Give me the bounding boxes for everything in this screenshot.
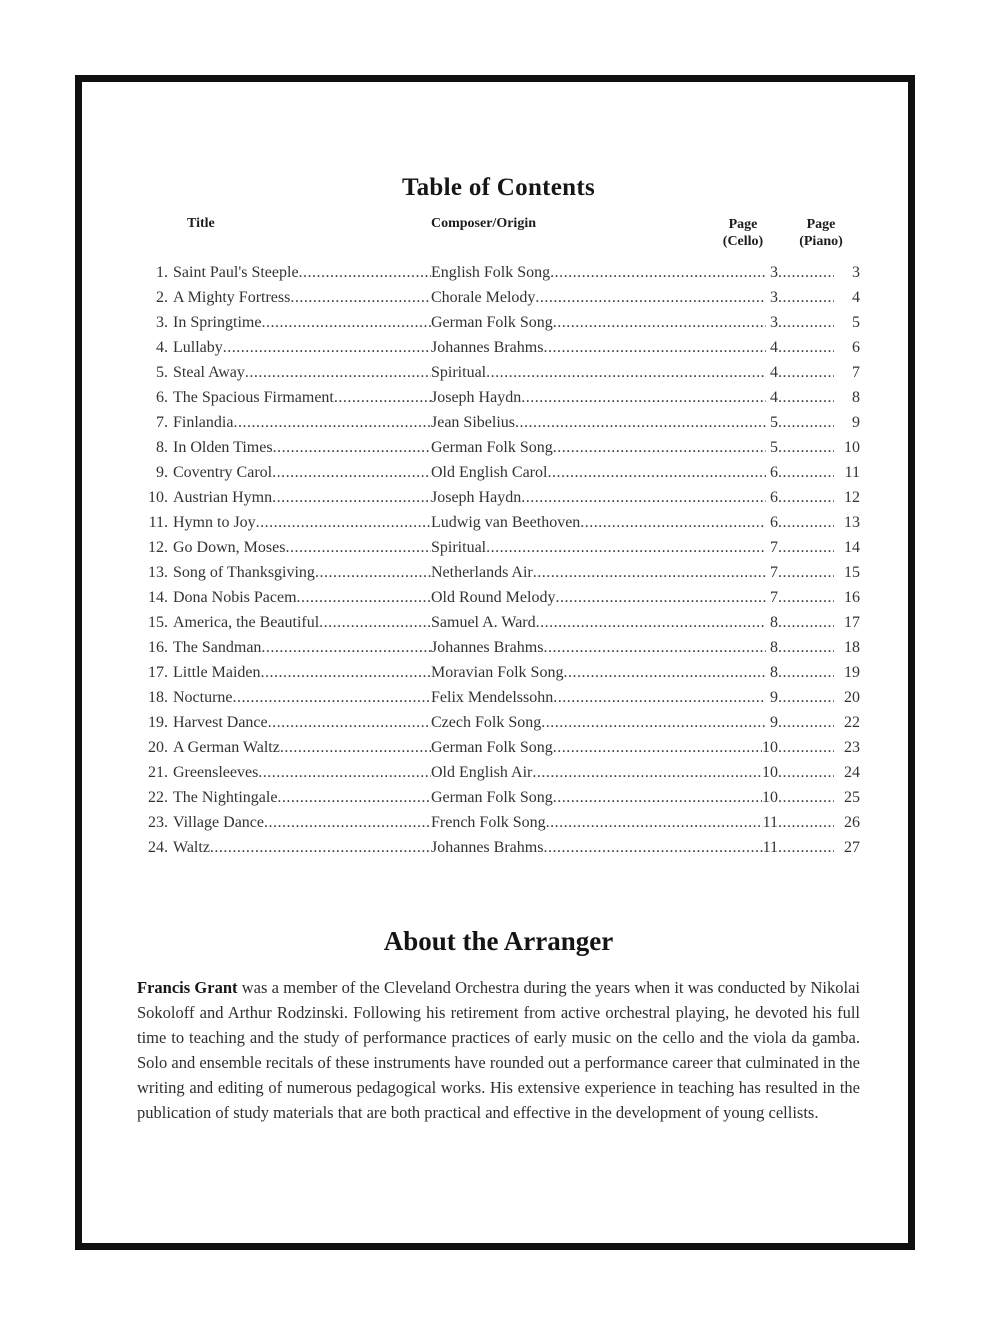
entry-composer: German Folk Song <box>431 789 553 806</box>
toc-entry-row <box>137 485 860 510</box>
entry-number: 3. <box>156 314 168 331</box>
dot-leader <box>258 760 431 785</box>
entry-page-piano: 16 <box>844 589 860 606</box>
entry-title: Nocturne <box>173 689 233 706</box>
toc-entry-row <box>137 735 860 760</box>
entry-number: 19. <box>148 714 168 731</box>
entry-page-cello: 4 <box>770 339 778 356</box>
entry-number: 8. <box>156 439 168 456</box>
column-header-title: Title <box>187 216 215 231</box>
entry-number: 7. <box>156 414 168 431</box>
toc-entry-row <box>137 460 860 485</box>
entry-title: Waltz <box>173 839 210 856</box>
entry-composer: Samuel A. Ward <box>431 614 536 631</box>
entry-title-cell <box>173 810 431 835</box>
dot-leader <box>553 435 766 460</box>
entry-title: Saint Paul's Steeple <box>173 264 299 281</box>
dot-leader <box>778 710 834 735</box>
dot-leader <box>486 360 766 385</box>
column-header-page-piano <box>782 216 860 250</box>
entry-page-piano: 23 <box>844 739 860 756</box>
entry-page-piano: 18 <box>844 639 860 656</box>
entry-composer: Moravian Folk Song <box>431 664 564 681</box>
dot-leader <box>285 535 431 560</box>
toc-entry-row <box>137 260 860 285</box>
entry-composer-cell <box>431 460 766 485</box>
dot-leader <box>272 485 431 510</box>
toc-entry-row <box>137 560 860 585</box>
toc-entry-row <box>137 685 860 710</box>
dot-leader <box>515 410 766 435</box>
dot-leader <box>778 735 834 760</box>
page-border-frame <box>75 75 915 1250</box>
entry-number: 12. <box>148 539 168 556</box>
entry-title-cell <box>173 785 431 810</box>
entry-page-cello: 7 <box>770 539 778 556</box>
entry-title-cell <box>173 310 431 335</box>
entry-page-cello: 9 <box>770 689 778 706</box>
dot-leader <box>580 510 766 535</box>
entry-composer: German Folk Song <box>431 314 553 331</box>
dot-leader <box>315 560 431 585</box>
entry-composer: Joseph Haydn <box>431 489 522 506</box>
dot-leader <box>778 535 834 560</box>
dot-leader <box>210 835 431 860</box>
entry-composer-cell <box>431 810 763 835</box>
entry-composer-cell <box>431 685 766 710</box>
dot-leader <box>546 810 763 835</box>
entry-page-cello: 8 <box>770 664 778 681</box>
entry-composer: Chorale Melody <box>431 289 536 306</box>
entry-title: Greensleeves <box>173 764 259 781</box>
dot-leader <box>486 535 766 560</box>
entry-composer: Johannes Brahms <box>431 839 544 856</box>
dot-leader <box>778 285 834 310</box>
dot-leader <box>264 810 431 835</box>
dot-leader <box>280 735 431 760</box>
toc-entry-row <box>137 310 860 335</box>
entry-page-cello: 6 <box>770 489 778 506</box>
entry-title: The Spacious Firmament <box>173 389 334 406</box>
entry-page-piano: 20 <box>844 689 860 706</box>
dot-leader <box>553 310 766 335</box>
about-body-text: was a member of the Cleveland Orchestra during the years when it was conducted by Nikolai Sokoloff and Arthur Rodzinski. Following his retirement from active orchestral playing, he devoted his full time to teaching and the study of performance practices of early music on the cello and the viola da gamba. Solo and ensemble recitals of these instruments have rounded out a performance career that culminated in the writing and editing of numerous pedagogical works. His extensive experience in teaching has resulted in the publication of study materials that are both practical and effective in the development of young cellists. <box>137 978 860 1122</box>
entry-number: 17. <box>148 664 168 681</box>
entry-page-piano: 7 <box>852 364 860 381</box>
column-header-page-cello <box>704 216 782 250</box>
dot-leader <box>778 560 834 585</box>
entry-page-piano: 12 <box>844 489 860 506</box>
entry-number: 14. <box>148 589 168 606</box>
dot-leader <box>299 260 431 285</box>
entry-composer: Johannes Brahms <box>431 639 544 656</box>
entry-title-cell <box>173 585 431 610</box>
toc-entry-row <box>137 535 860 560</box>
dot-leader <box>778 385 834 410</box>
dot-leader <box>261 310 431 335</box>
page-piano-label-bottom: (Piano) <box>799 234 843 249</box>
entry-page-piano: 13 <box>844 514 860 531</box>
dot-leader <box>272 460 431 485</box>
entry-title: Village Dance <box>173 814 264 831</box>
entry-number: 23. <box>148 814 168 831</box>
dot-leader <box>290 285 431 310</box>
entry-composer: Old English Air <box>431 764 533 781</box>
entry-number: 15. <box>148 614 168 631</box>
entry-composer-cell <box>431 585 766 610</box>
entry-composer: Ludwig van Beethoven <box>431 514 581 531</box>
entry-title-cell <box>173 760 431 785</box>
dot-leader <box>778 635 834 660</box>
entry-number: 1. <box>156 264 168 281</box>
entry-page-piano: 27 <box>844 839 860 856</box>
arranger-name: Francis Grant <box>137 978 238 997</box>
entry-number: 21. <box>148 764 168 781</box>
dot-leader <box>261 635 431 660</box>
entry-composer-cell <box>431 435 766 460</box>
entry-title-cell <box>173 435 431 460</box>
entry-page-piano: 14 <box>844 539 860 556</box>
entry-title: Song of Thanksgiving <box>173 564 315 581</box>
entry-composer-cell <box>431 660 766 685</box>
entry-title: Hymn to Joy <box>173 514 256 531</box>
toc-entry-row <box>137 810 860 835</box>
entry-title-cell <box>173 835 431 860</box>
entry-composer-cell <box>431 410 766 435</box>
toc-entry-row <box>137 335 860 360</box>
entry-title: Dona Nobis Pacem <box>173 589 297 606</box>
entry-page-piano: 11 <box>844 464 860 481</box>
entry-title: Lullaby <box>173 339 223 356</box>
toc-entry-row <box>137 660 860 685</box>
entry-composer: Old English Carol <box>431 464 548 481</box>
entry-page-cello: 3 <box>770 289 778 306</box>
page-piano-label-top: Page <box>806 217 836 232</box>
toc-entry-row <box>137 410 860 435</box>
entry-composer-cell <box>431 285 766 310</box>
dot-leader <box>778 660 834 685</box>
entry-composer: Czech Folk Song <box>431 714 542 731</box>
column-header-composer: Composer/Origin <box>431 216 536 231</box>
entry-composer-cell <box>431 510 766 535</box>
entry-title: A German Waltz <box>173 739 280 756</box>
entry-title: Coventry Carol <box>173 464 273 481</box>
entry-composer-cell <box>431 335 766 360</box>
entry-number: 6. <box>156 389 168 406</box>
entry-title: America, the Beautiful <box>173 614 320 631</box>
entry-number: 4. <box>156 339 168 356</box>
toc-entry-row <box>137 835 860 860</box>
page-cello-label-bottom: (Cello) <box>722 234 764 249</box>
dot-leader <box>778 260 834 285</box>
toc-title: Table of Contents <box>401 174 596 201</box>
entry-page-piano: 22 <box>844 714 860 731</box>
dot-leader <box>319 610 431 635</box>
entry-page-cello: 10 <box>762 789 778 806</box>
entry-page-piano: 17 <box>844 614 860 631</box>
dot-leader <box>778 610 834 635</box>
entry-composer-cell <box>431 735 762 760</box>
entry-title: Go Down, Moses <box>173 539 286 556</box>
entry-number: 16. <box>148 639 168 656</box>
dot-leader <box>536 610 766 635</box>
dot-leader <box>256 510 431 535</box>
entry-page-cello: 8 <box>770 614 778 631</box>
entry-title-cell <box>173 260 431 285</box>
toc-entry-row <box>137 285 860 310</box>
entry-page-cello: 4 <box>770 389 778 406</box>
entry-title-cell <box>173 735 431 760</box>
dot-leader <box>233 410 431 435</box>
entry-composer-cell <box>431 485 766 510</box>
entry-composer: Joseph Haydn <box>431 389 522 406</box>
entry-title-cell <box>173 460 431 485</box>
entry-title-cell <box>173 360 431 385</box>
entry-composer-cell <box>431 360 766 385</box>
dot-leader <box>563 660 766 685</box>
dot-leader <box>778 785 834 810</box>
dot-leader <box>778 585 834 610</box>
entry-composer-cell <box>431 785 762 810</box>
entry-composer: French Folk Song <box>431 814 546 831</box>
dot-leader <box>553 735 762 760</box>
dot-leader <box>778 810 834 835</box>
toc-entry-row <box>137 785 860 810</box>
entry-number: 20. <box>148 739 168 756</box>
entry-title: A Mighty Fortress <box>173 289 291 306</box>
entry-title-cell <box>173 710 431 735</box>
dot-leader <box>778 310 834 335</box>
dot-leader <box>261 660 431 685</box>
toc-column-headers <box>137 216 860 250</box>
entry-number: 13. <box>148 564 168 581</box>
entry-composer-cell <box>431 760 762 785</box>
entry-page-cello: 9 <box>770 714 778 731</box>
entry-composer-cell <box>431 535 766 560</box>
entry-title: Steal Away <box>173 364 245 381</box>
entry-page-piano: 24 <box>844 764 860 781</box>
entry-number: 24. <box>148 839 168 856</box>
entry-title: In Springtime <box>173 314 262 331</box>
entry-title-cell <box>173 535 431 560</box>
page-content <box>82 82 908 1125</box>
entry-composer: Spiritual <box>431 539 487 556</box>
dot-leader <box>543 635 766 660</box>
entry-page-cello: 8 <box>770 639 778 656</box>
entry-page-piano: 8 <box>852 389 860 406</box>
entry-page-cello: 7 <box>770 564 778 581</box>
dot-leader <box>245 360 431 385</box>
entry-title-cell <box>173 685 431 710</box>
entry-title-cell <box>173 410 431 435</box>
entry-title: Little Maiden <box>173 664 261 681</box>
entry-number: 9. <box>156 464 168 481</box>
dot-leader <box>535 285 766 310</box>
dot-leader <box>334 385 431 410</box>
dot-leader <box>297 585 431 610</box>
entry-title-cell <box>173 560 431 585</box>
dot-leader <box>223 335 431 360</box>
dot-leader <box>555 585 766 610</box>
entry-page-piano: 15 <box>844 564 860 581</box>
entry-number: 22. <box>148 789 168 806</box>
entry-title-cell <box>173 635 431 660</box>
entry-number: 2. <box>156 289 168 306</box>
entry-title: Finlandia <box>173 414 234 431</box>
toc-entry-row <box>137 435 860 460</box>
entry-title-cell <box>173 335 431 360</box>
dot-leader <box>521 385 766 410</box>
page-cello-label-top: Page <box>728 217 758 232</box>
toc-entry-row <box>137 710 860 735</box>
entry-page-cello: 10 <box>762 764 778 781</box>
entry-page-piano: 9 <box>852 414 860 431</box>
about-heading: About the Arranger <box>383 926 614 956</box>
dot-leader <box>543 835 762 860</box>
entry-title: The Nightingale <box>173 789 278 806</box>
entry-title-cell <box>173 285 431 310</box>
dot-leader <box>778 360 834 385</box>
dot-leader <box>778 835 834 860</box>
entry-composer: German Folk Song <box>431 739 553 756</box>
entry-page-cello: 6 <box>770 514 778 531</box>
dot-leader <box>778 510 834 535</box>
entry-title-cell <box>173 485 431 510</box>
dot-leader <box>778 435 834 460</box>
entry-composer: Felix Mendelssohn <box>431 689 554 706</box>
entry-composer: Johannes Brahms <box>431 339 544 356</box>
dot-leader <box>521 485 766 510</box>
dot-leader <box>273 435 431 460</box>
entry-page-cello: 11 <box>762 814 778 831</box>
dot-leader <box>550 260 766 285</box>
entry-number: 5. <box>156 364 168 381</box>
entry-page-piano: 25 <box>844 789 860 806</box>
toc-entry-row <box>137 585 860 610</box>
entry-page-cello: 7 <box>770 589 778 606</box>
dot-leader <box>532 760 762 785</box>
entry-number: 10. <box>148 489 168 506</box>
dot-leader <box>553 685 766 710</box>
entry-title-cell <box>173 510 431 535</box>
entry-page-cello: 3 <box>770 314 778 331</box>
entry-page-cello: 5 <box>770 414 778 431</box>
entry-composer-cell <box>431 710 766 735</box>
entry-page-piano: 19 <box>844 664 860 681</box>
entry-page-piano: 10 <box>844 439 860 456</box>
dot-leader <box>778 410 834 435</box>
entry-composer-cell <box>431 560 766 585</box>
dot-leader <box>233 685 431 710</box>
entry-title-cell <box>173 660 431 685</box>
entry-number: 18. <box>148 689 168 706</box>
toc-entry-row <box>137 760 860 785</box>
toc-entry-row <box>137 510 860 535</box>
entry-composer-cell <box>431 835 763 860</box>
about-paragraph <box>137 975 860 1125</box>
dot-leader <box>778 460 834 485</box>
dot-leader <box>277 785 431 810</box>
entry-title: Austrian Hymn <box>173 489 273 506</box>
dot-leader <box>778 760 834 785</box>
entry-page-piano: 4 <box>852 289 860 306</box>
entry-composer-cell <box>431 260 766 285</box>
entry-page-piano: 6 <box>852 339 860 356</box>
entry-composer-cell <box>431 310 766 335</box>
dot-leader <box>553 785 762 810</box>
entry-title-cell <box>173 385 431 410</box>
entry-page-cello: 5 <box>770 439 778 456</box>
toc-entry-row <box>137 635 860 660</box>
entry-composer: Netherlands Air <box>431 564 533 581</box>
entry-title-cell <box>173 610 431 635</box>
entry-page-piano: 5 <box>852 314 860 331</box>
entry-composer: Jean Sibelius <box>431 414 515 431</box>
entry-page-cello: 6 <box>770 464 778 481</box>
toc-entry-row <box>137 360 860 385</box>
entry-page-piano: 3 <box>852 264 860 281</box>
entry-title: Harvest Dance <box>173 714 268 731</box>
toc-entry-row <box>137 610 860 635</box>
entry-title: In Olden Times <box>173 439 273 456</box>
entry-page-piano: 26 <box>844 814 860 831</box>
entry-composer-cell <box>431 635 766 660</box>
entry-composer-cell <box>431 385 766 410</box>
dot-leader <box>778 685 834 710</box>
entry-page-cello: 3 <box>770 264 778 281</box>
dot-leader <box>543 335 766 360</box>
dot-leader <box>533 560 766 585</box>
entry-page-cello: 4 <box>770 364 778 381</box>
dot-leader <box>541 710 766 735</box>
entry-composer: English Folk Song <box>431 264 551 281</box>
dot-leader <box>778 485 834 510</box>
entry-composer: German Folk Song <box>431 439 553 456</box>
entry-page-cello: 11 <box>762 839 778 856</box>
toc-entry-row <box>137 385 860 410</box>
entry-composer-cell <box>431 610 766 635</box>
entry-number: 11. <box>148 514 168 531</box>
dot-leader <box>268 710 431 735</box>
entry-page-cello: 10 <box>762 739 778 756</box>
entry-composer: Old Round Melody <box>431 589 556 606</box>
entry-composer: Spiritual <box>431 364 487 381</box>
dot-leader <box>547 460 766 485</box>
entry-title: The Sandman <box>173 639 262 656</box>
toc-rows <box>137 260 860 860</box>
dot-leader <box>778 335 834 360</box>
